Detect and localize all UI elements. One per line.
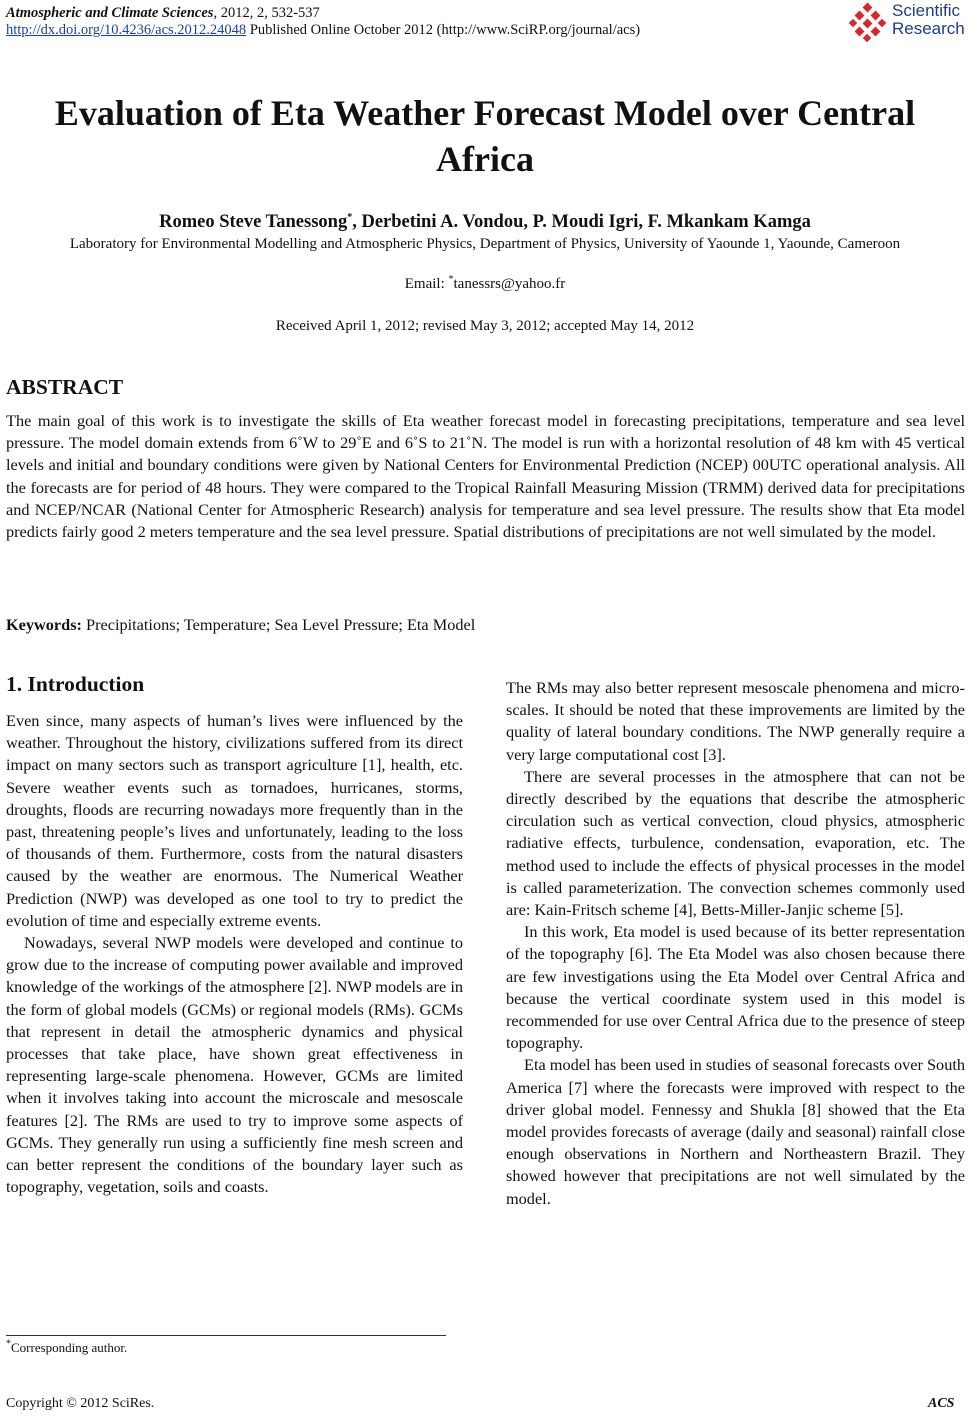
received-dates: Received April 1, 2012; revised May 3, 2012; accepted May 14, 2012 [275,318,695,334]
running-header-citation [6,4,320,22]
body-column-right [506,677,965,1210]
paragraph: In this work, Eta model is used because of its better representation of the topography [6]. The Eta Model was also chosen because there are few investigations using the Eta Model over Central Africa and because the vertical coordinate system used in this model is recommended for use over Central Africa due to the presence of steep topography. [506,922,965,1053]
email-line [20,276,950,293]
published-online: Published Online October 2012 (http://www.SciRP.org/journal/acs) [246,22,641,38]
paragraph: There are several processes in the atmosphere that can not be directly described by the equations that describe the atmospheric circulation such as vertical convection, cloud physics, atmospheric radiative effects, turbulence, condensation, evaporation, etc. The method used to include the effects of physical processes in the model is called parameterization. The convection schemes commonly used are: Kain-Fritsch scheme [4], Betts-Miller-Janjic scheme [5]. [506,766,965,920]
footer-journal: ACS [928,1396,955,1411]
affiliation: Laboratory for Environmental Modelling and Atmospheric Physics, Department of Physics, University of Yaounde 1, Yaounde, Cameroon [69,236,901,252]
first-author: Romeo Steve Tanessong [159,212,348,232]
footnote-text: Corresponding author. [11,1340,128,1355]
abstract-heading: ABSTRACT [6,375,124,399]
publisher-logo-icon [848,2,888,42]
doi-link[interactable]: http://dx.doi.org/10.4236/acs.2012.24048 [6,22,247,38]
author-mark: * [347,211,353,223]
publisher-logo [848,2,970,42]
paragraph: Nowadays, several NWP models were developed and continue to grow due to the increase of computing power available and improved knowledge of the workings of the atmosphere [2]. NWP models are in the form of global models (GCMs) or regional models (RMs). GCMs that represent in detail the atmospheric dynamics and physical processes that take place, have shown great effectiveness in representing large-scale phenomena. However, GCMs are limited when it involves taking into account the microscale and mesoscale features [2]. The RMs are used to try to improve some aspects of GCMs. They generally run using a sufficiently fine mesh screen and can better represent the conditions of the boundary layer such as topography, vegetation, soils and coasts. [6,933,463,1197]
abstract-text: The main goal of this work is to investigate the skills of Eta weather forecast model in forecasting precipitations, temperature and sea level pressure. The model domain extends from 6˚W to 29˚E and 6˚S to 21˚N. The model is run with a horizontal resolution of 48 km with 45 vertical levels and initial and boundary conditions were given by National Centers for Environmental Prediction (NCEP) 00UTC operational analysis. All the forecasts are for period of 48 hours. They were compared to the Tropical Rainfall Measuring Mission (TRMM) derived data for precipitations and NCEP/NCAR (National Center for Atmospheric Research) analysis for temperature and sea level pressure. The results show that Eta model predicts fairly good 2 meters temperature and the sea level pressure. Spatial distributions of precipitations are not well simulated by the model. [6,411,965,542]
email-mark: * [448,274,454,285]
email-address: tanessrs@yahoo.fr [453,276,566,292]
publisher-logo-text [892,2,965,38]
footnote [6,1340,127,1356]
section-heading-introduction: 1. Introduction [6,672,145,696]
other-authors: , Derbetini A. Vondou, P. Moudi Igri, F. Mkankam Kamga [352,212,811,232]
keywords [6,615,475,635]
body-column-left [6,710,463,1198]
footnote-mark: * [6,1338,11,1350]
keywords-label: Keywords: [6,615,82,634]
paper-title: Evaluation of Eta Weather Forecast Model over Central Africa [54,93,916,179]
footnote-divider [6,1335,446,1336]
author-list [20,212,950,233]
paragraph: The RMs may also better represent mesoscale phenomena and micro-scales. It should be noted that these improvements are limited by the quality of lateral boundary conditions. The NWP generally require a very large computational cost [3]. [506,678,965,764]
journal-name: Atmospheric and Climate Sciences [6,5,214,21]
journal-citation: , 2012, 2, 532-537 [213,5,320,21]
paragraph: Eta model has been used in studies of seasonal forecasts over South America [7] where the forecasts were improved with respect to the driver global model. Fennessy and Shukla [8] showed that the Eta model provides forecasts of average (daily and seasonal) rainfall close enough observations in Northern and Northeastern Brazil. They showed however that precipitations are not well simulated by the model. [506,1055,965,1208]
paragraph: Even since, many aspects of human’s lives were influenced by the weather. Throughout the history, civilizations suffered from its direct impact on many sectors such as transport agriculture [1], health, etc. Severe weather events such as tornadoes, hurricanes, storms, droughts, floods are recurring nowadays more frequently than in the past, threatening people’s lives and unfortunately, leading to the loss of thousands of them. Furthermore, costs from the natural disasters caused by the weather are enormous. The Numerical Weather Prediction (NWP) was developed as one tool to try to predict the evolution of time and especially extreme events. [6,711,463,930]
logo-line2: Research [892,19,965,38]
email-label: Email: [404,276,449,292]
running-header-doi [6,21,640,39]
keywords-text: Precipitations; Temperature; Sea Level Pressure; Eta Model [81,615,476,634]
logo-line1: Scientific [892,1,961,20]
footer-copyright: Copyright © 2012 SciRes. [6,1396,155,1411]
